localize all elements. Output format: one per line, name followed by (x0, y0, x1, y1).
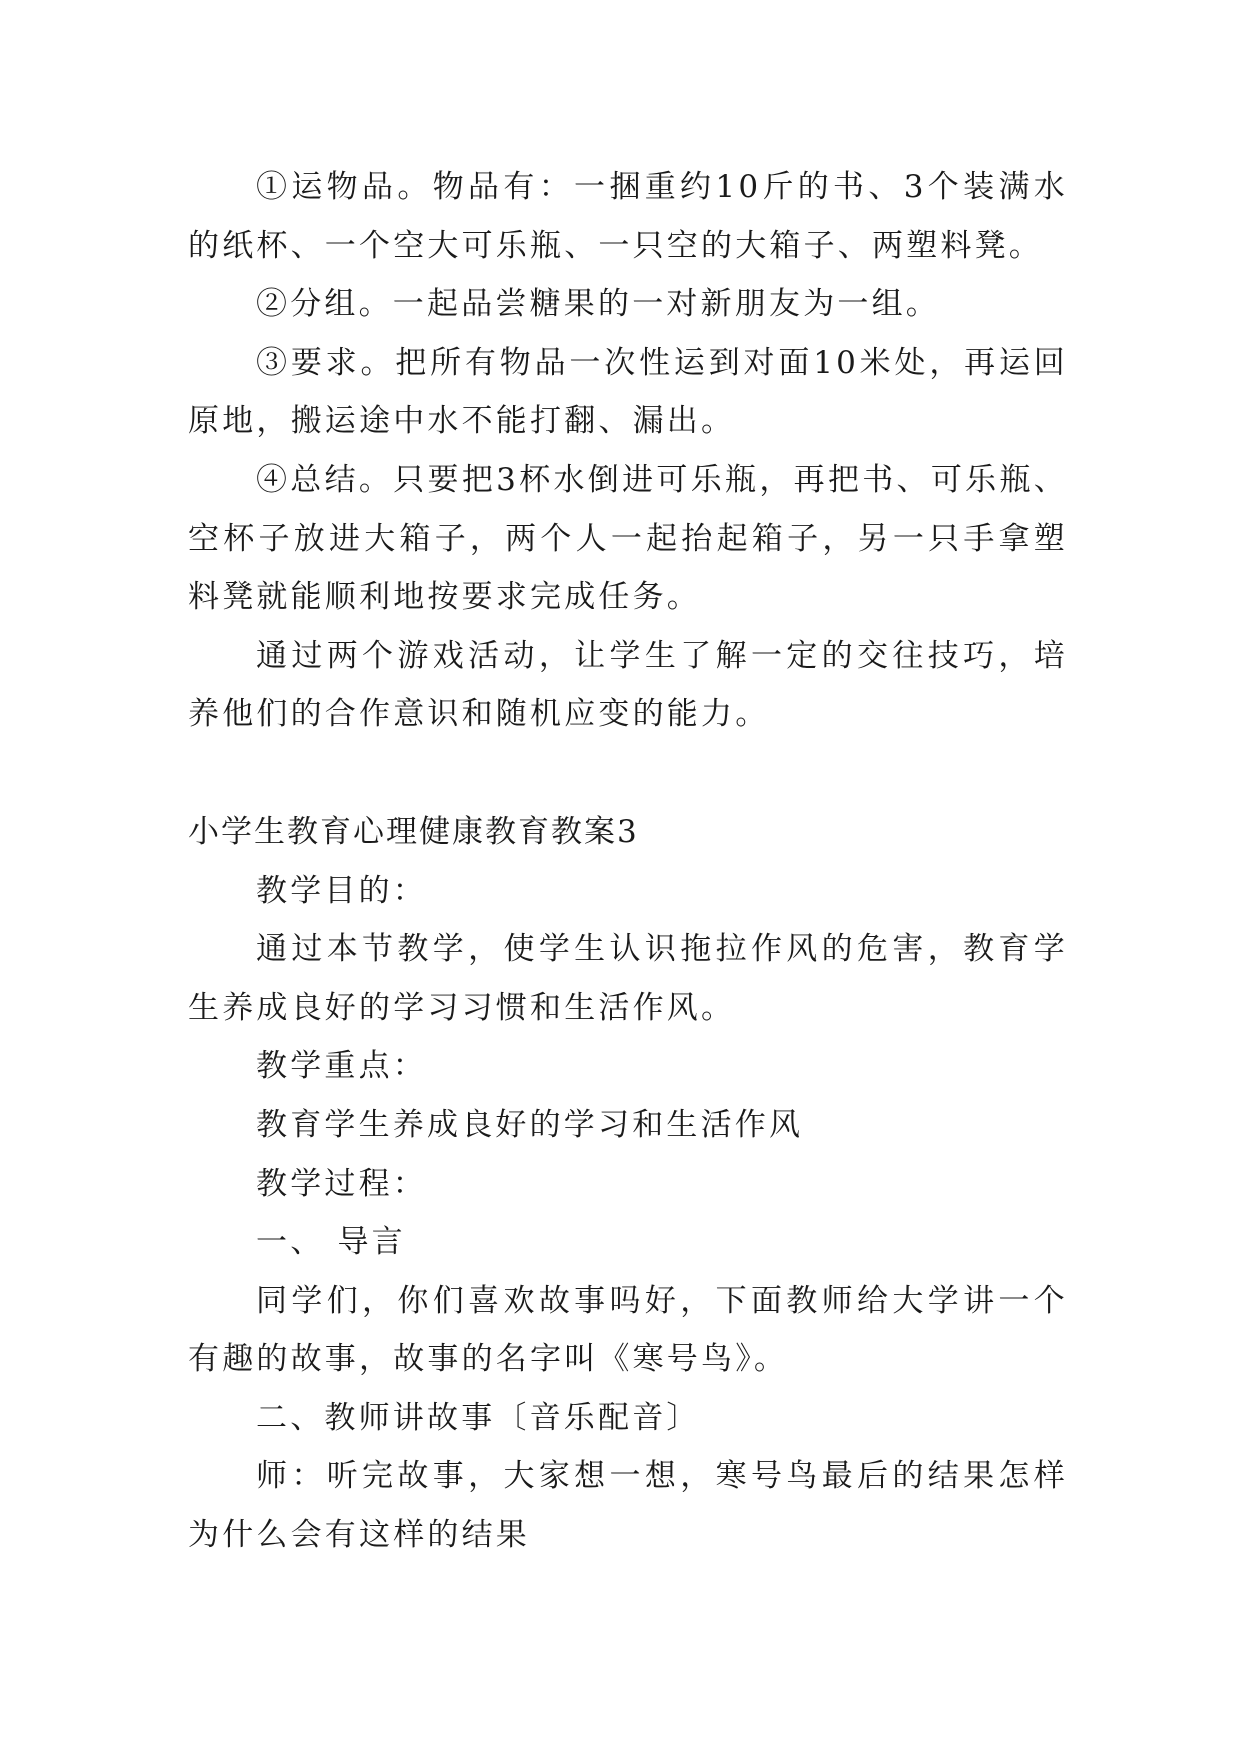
paragraph-step-intro: 一、 导言 (256, 1224, 406, 1261)
paragraph-key-point: 教育学生养成良好的学习和生活作风 (256, 1106, 804, 1143)
paragraph-summary: ④总结。只要把3杯水倒进可乐瓶，再把书、可乐瓶、空杯子放进大箱子，两个人一起抬起箱子，另一只手拿塑料凳就能顺利地按要求完成任务。 (188, 461, 1068, 616)
paragraph-key-point-label: 教学重点： (256, 1048, 427, 1085)
paragraph-transport-items: ①运物品。物品有：一捆重约10斤的书、3个装满水的纸杯、一个空大可乐瓶、一只空的大箱子、两塑料凳。 (188, 169, 1068, 264)
paragraph-requirements: ③要求。把所有物品一次性运到对面10米处，再运回原地，搬运途中水不能打翻、漏出。 (188, 344, 1068, 440)
paragraph-process-label: 教学过程： (256, 1165, 427, 1202)
section-spacer (188, 744, 1068, 803)
paragraph-intro-text: 同学们，你们喜欢故事吗好，下面教师给大学讲一个有趣的故事，故事的名字叫《寒号鸟》。 (188, 1282, 1068, 1378)
paragraph-conclusion: 通过两个游戏活动，让学生了解一定的交往技巧，培养他们的合作意识和随机应变的能力。 (188, 637, 1068, 733)
paragraph-teaching-goal: 通过本节教学，使学生认识拖拉作风的危害，教育学生养成良好的学习习惯和生活作风。 (188, 931, 1068, 1026)
section-title: 小学生教育心理健康教育教案3 (188, 813, 639, 850)
paragraph-teaching-goal-label: 教学目的： (256, 872, 427, 909)
document-body (188, 158, 1068, 1565)
paragraph-step-story: 二、教师讲故事〔音乐配音〕 (256, 1399, 701, 1436)
paragraph-grouping: ②分组。一起品尝糖果的一对新朋友为一组。 (256, 286, 940, 323)
paragraph-teacher-question: 师：听完故事，大家想一想，寒号鸟最后的结果怎样为什么会有这样的结果 (188, 1458, 1068, 1554)
